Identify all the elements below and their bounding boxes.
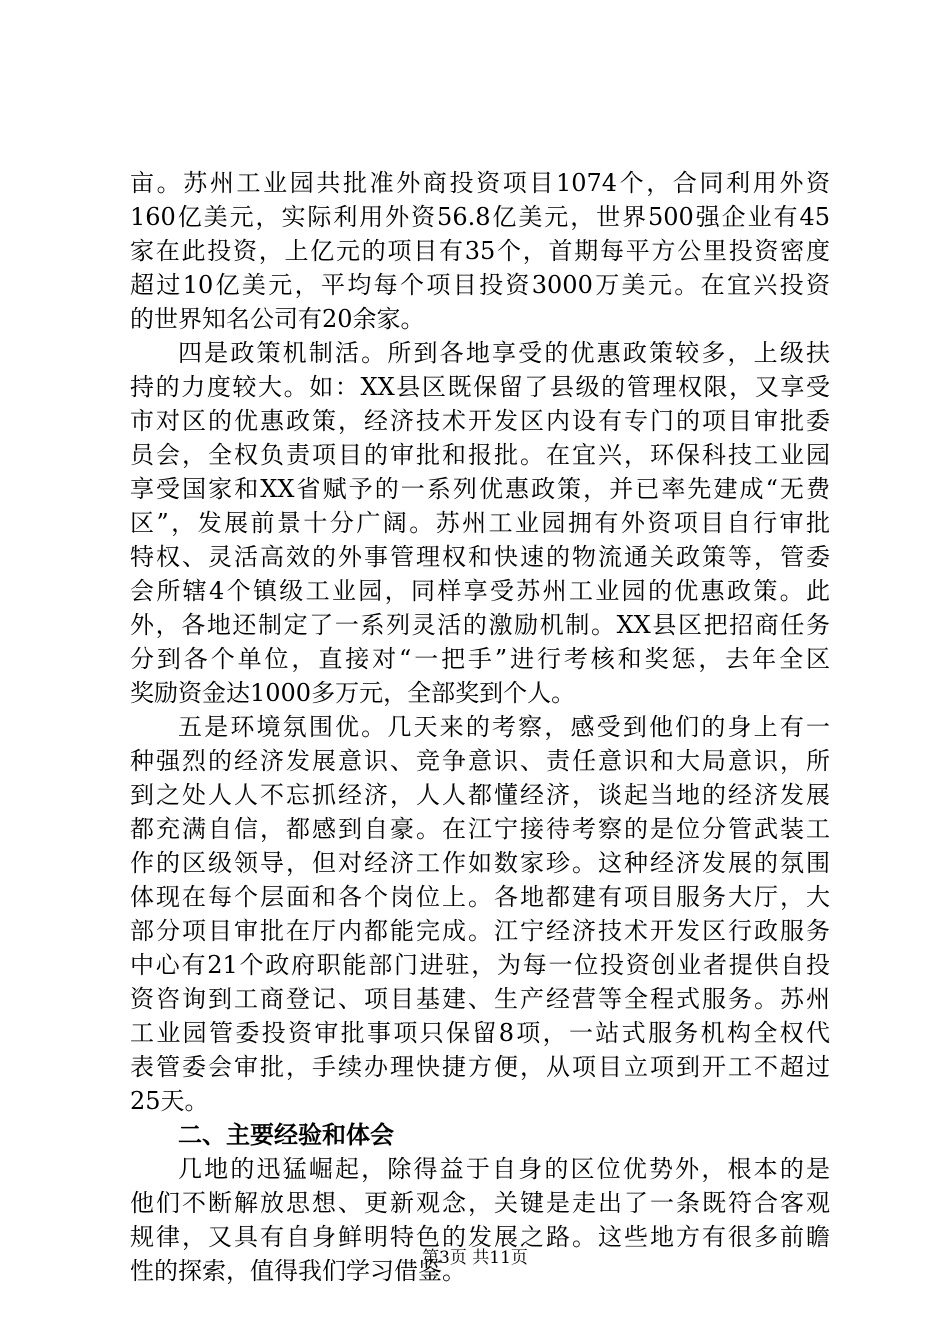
text-line: 外，各地还制定了一系列灵活的激励机制。XX县区把招商任务 — [130, 611, 830, 639]
text-line: 规律，又具有自身鲜明特色的发展之路。这些地方有很多前瞻 — [130, 1223, 830, 1251]
text-line: 到之处人人不忘抓经济，人人都懂经济，谈起当地的经济发展 — [130, 781, 830, 809]
text-line: 家在此投资，上亿元的项目有35个，首期每平方公里投资密度 — [130, 237, 830, 265]
paragraph-start: 四是政策机制活。所到各地享受的优惠政策较多，上级扶 — [178, 339, 830, 367]
page-number-footer: 第3页 共11页 — [422, 1248, 528, 1268]
text-line: 享受国家和XX省赋予的一系列优惠政策，并已率先建成“无费 — [130, 475, 830, 503]
text-line: 160亿美元，实际利用外资56.8亿美元，世界500强企业有45 — [130, 203, 830, 231]
text-line: 性的探索，值得我们学习借鉴。 — [130, 1257, 466, 1285]
text-line: 中心有21个政府职能部门进驻，为每一位投资创业者提供自投 — [130, 951, 830, 979]
text-line: 作的区级领导，但对经济工作如数家珍。这种经济发展的氛围 — [130, 849, 830, 877]
text-line: 会所辖4个镇级工业园，同样享受苏州工业园的优惠政策。此 — [130, 577, 830, 605]
text-line: 表管委会审批，手续办理快捷方便，从项目立项到开工不超过 — [130, 1053, 830, 1081]
document-body — [130, 166, 830, 1288]
text-line: 工业园管委投资审批事项只保留8项，一站式服务机构全权代 — [130, 1019, 830, 1047]
text-line: 25天。 — [130, 1087, 209, 1115]
text-line: 部分项目审批在厅内都能完成。江宁经济技术开发区行政服务 — [130, 917, 830, 945]
text-line: 分到各个单位，直接对“一把手”进行考核和奖惩，去年全区 — [130, 645, 830, 673]
text-line: 市对区的优惠政策，经济技术开发区内设有专门的项目审批委 — [130, 407, 830, 435]
text-line: 特权、灵活高效的外事管理权和快速的物流通关政策等，管委 — [130, 543, 830, 571]
text-line: 奖励资金达1000多万元，全部奖到个人。 — [130, 679, 576, 707]
section-heading: 二、主要经验和体会 — [178, 1121, 394, 1149]
paragraph-start: 几地的迅猛崛起，除得益于自身的区位优势外，根本的是 — [178, 1155, 830, 1183]
text-line: 他们不断解放思想、更新观念，关键是走出了一条既符合客观 — [130, 1189, 830, 1217]
text-line: 员会，全权负责项目的审批和报批。在宜兴，环保科技工业园 — [130, 441, 830, 469]
text-line: 亩。苏州工业园共批准外商投资项目1074个，合同利用外资 — [130, 169, 830, 197]
text-line: 的世界知名公司有20余家。 — [130, 305, 425, 333]
paragraph-start: 五是环境氛围优。几天来的考察，感受到他们的身上有一 — [178, 713, 830, 741]
text-line: 超过10亿美元，平均每个项目投资3000万美元。在宜兴投资 — [130, 271, 830, 299]
text-line: 体现在每个层面和各个岗位上。各地都建有项目服务大厅，大 — [130, 883, 830, 911]
text-line: 都充满自信，都感到自豪。在江宁接待考察的是位分管武装工 — [130, 815, 830, 843]
text-line: 种强烈的经济发展意识、竞争意识、责任意识和大局意识，所 — [130, 747, 830, 775]
text-line: 持的力度较大。如：XX县区既保留了县级的管理权限，又享受 — [130, 373, 830, 401]
text-line: 资咨询到工商登记、项目基建、生产经营等全程式服务。苏州 — [130, 985, 830, 1013]
text-line: 区”，发展前景十分广阔。苏州工业园拥有外资项目自行审批 — [130, 509, 830, 537]
